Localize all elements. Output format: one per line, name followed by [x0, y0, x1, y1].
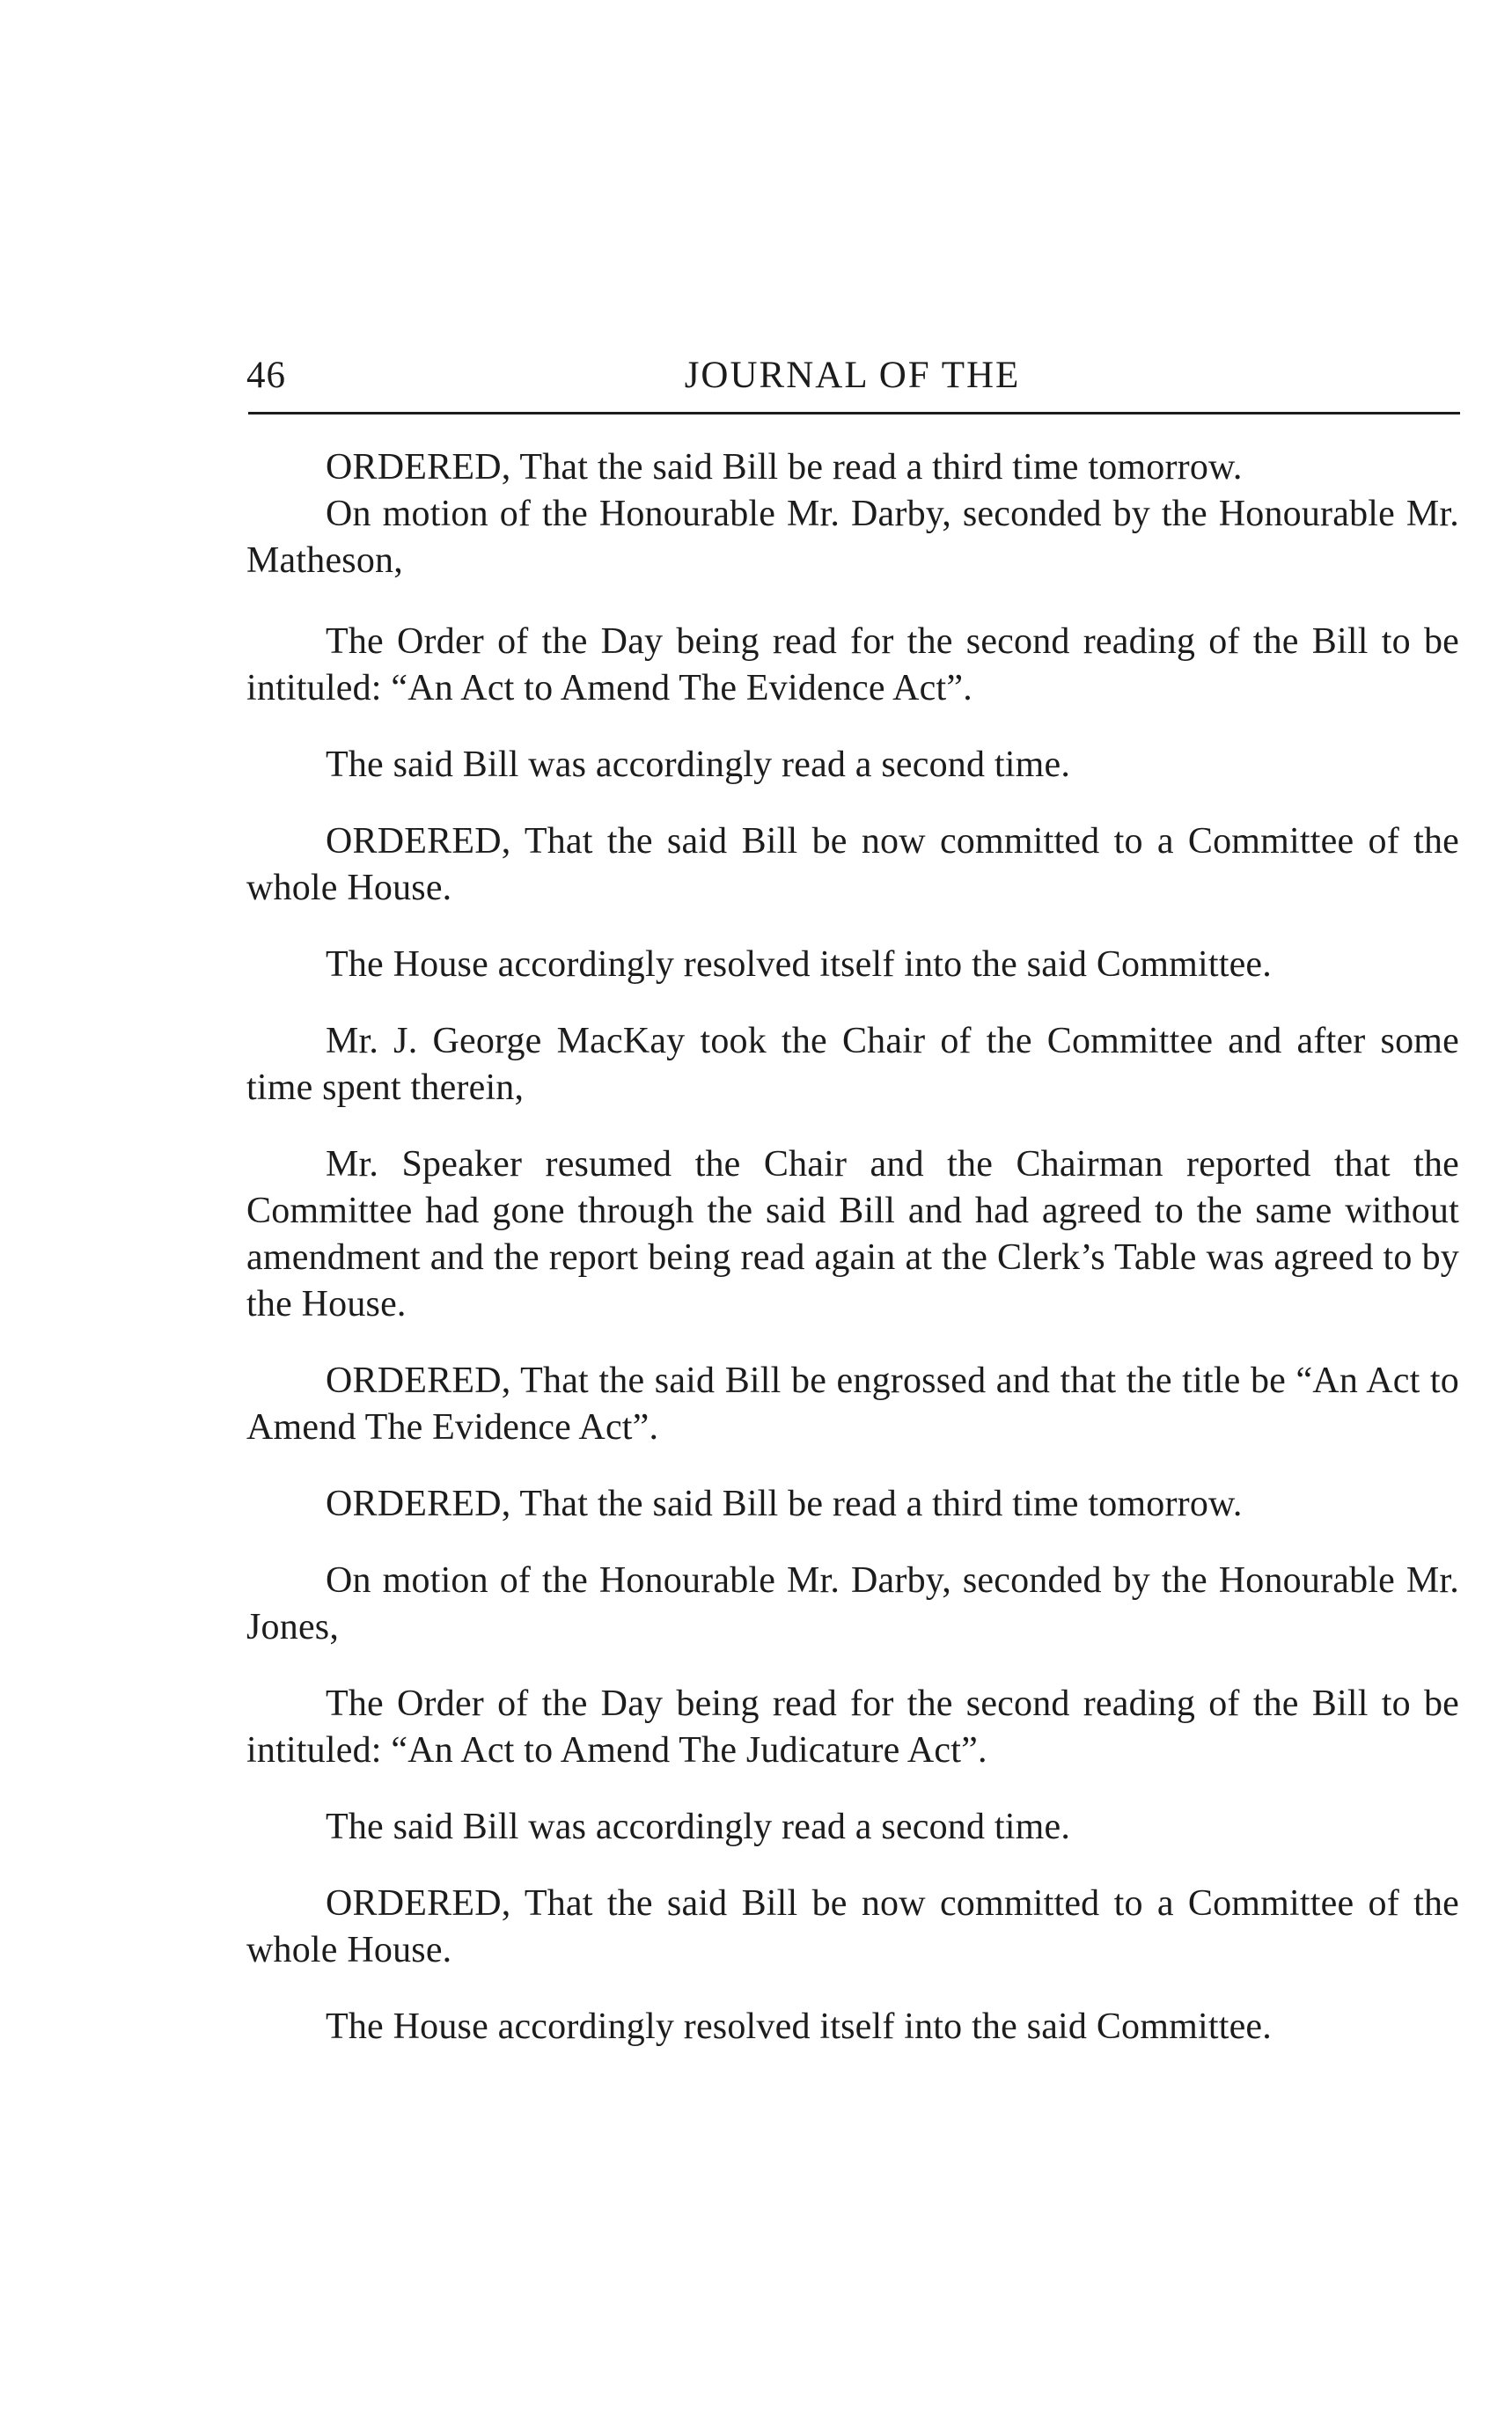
- page-number: 46: [246, 355, 286, 396]
- paragraph: The House accordingly resolved itself into the said Committee.: [326, 2006, 1272, 2047]
- paragraph: The Order of the Day being read for the second reading of the Bill to be intituled: “An Act to Amend The Evidence Act”.: [246, 621, 1459, 708]
- paragraph: ORDERED, That the said Bill be now committed to a Committee of the whole House.: [246, 1883, 1459, 1970]
- paragraph: The said Bill was accordingly read a second time.: [326, 1807, 1071, 1847]
- page-header: [246, 345, 1458, 407]
- paragraph: On motion of the Honourable Mr. Darby, seconded by the Honourable Mr. Jones,: [246, 1560, 1459, 1647]
- paragraph: Mr. J. George MacKay took the Chair of the Committee and after some time spent therein,: [246, 1021, 1459, 1108]
- journal-body: [246, 444, 1459, 2050]
- header-rule: [248, 412, 1460, 414]
- paragraph: Mr. Speaker resumed the Chair and the Chairman reported that the Committee had gone through the said Bill and had agreed to the same without amendment and the report being read again at the Clerk’s Table was agreed to by the House.: [246, 1144, 1459, 1324]
- paragraph: ORDERED, That the said Bill be engrossed and that the title be “An Act to Amend The Evidence Act”.: [246, 1361, 1459, 1448]
- paragraph: On motion of the Honourable Mr. Darby, seconded by the Honourable Mr. Matheson,: [246, 494, 1459, 581]
- paragraph: ORDERED, That the said Bill be read a third time tomorrow.: [326, 1484, 1243, 1524]
- paragraph: The Order of the Day being read for the second reading of the Bill to be intituled: “An Act to Amend The Judicature Act”.: [246, 1683, 1459, 1771]
- paragraph: The said Bill was accordingly read a second time.: [326, 745, 1071, 785]
- paragraph: The House accordingly resolved itself into the said Committee.: [326, 944, 1272, 985]
- running-title: JOURNAL OF THE: [684, 355, 1021, 396]
- paragraph: ORDERED, That the said Bill be read a third time tomorrow.: [326, 447, 1243, 488]
- paragraph: ORDERED, That the said Bill be now committed to a Committee of the whole House.: [246, 821, 1459, 908]
